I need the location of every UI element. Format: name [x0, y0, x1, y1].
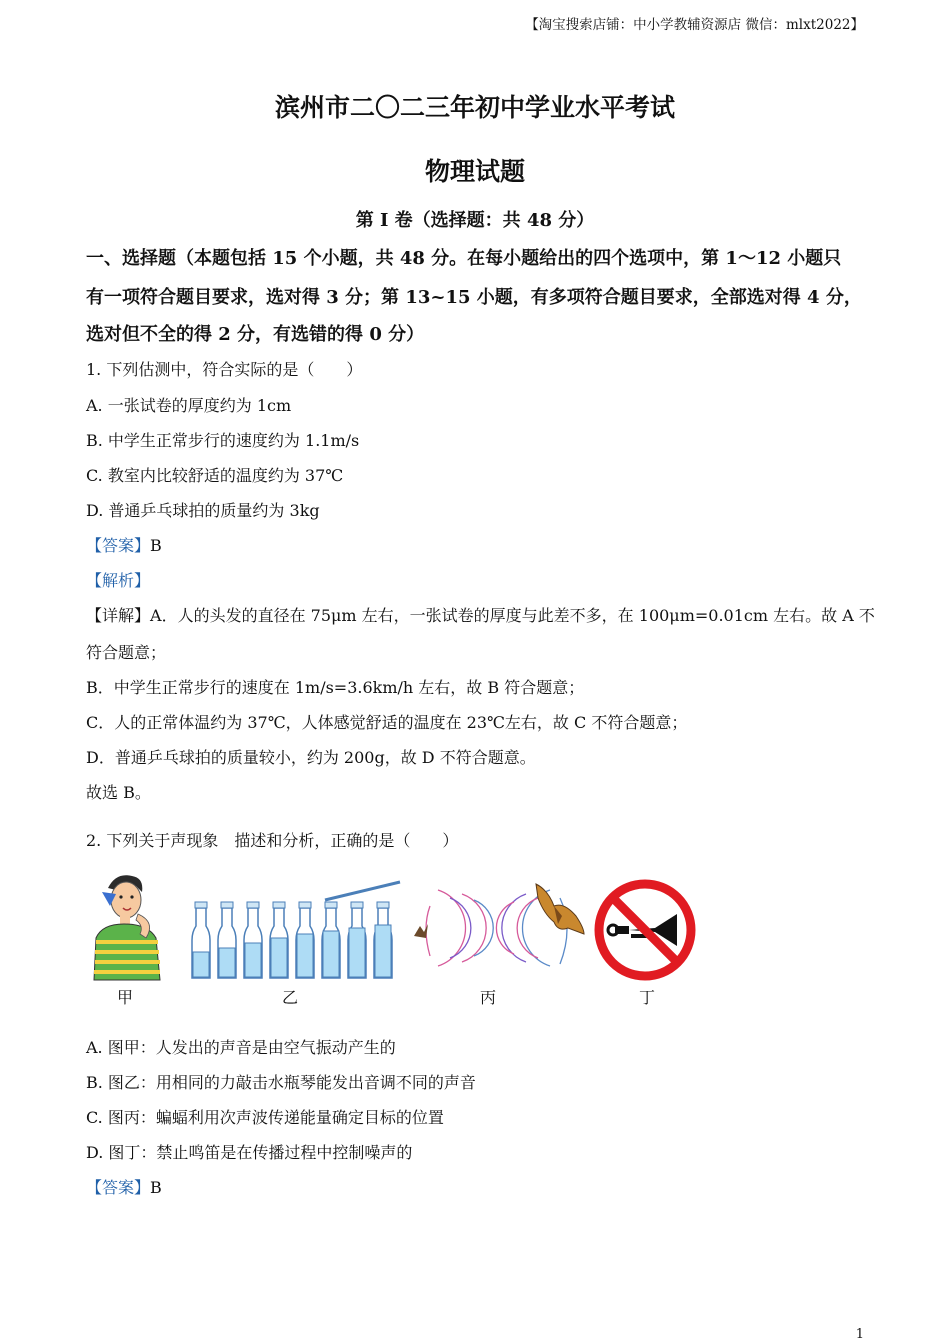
q2-option-a: A. 图甲：人发出的声音是由空气振动产生的: [86, 1038, 396, 1057]
q1-option-a: A. 一张试卷的厚度约为 1cm: [86, 396, 292, 415]
figure-label-ding: 丁: [639, 988, 656, 1007]
q1-detail-tag: 【详解】: [86, 606, 151, 625]
q2-option-b: B. 图乙：用相同的力敲击水瓶琴能发出音调不同的声音: [86, 1073, 476, 1092]
q1-answer-value: B: [150, 536, 162, 555]
q1-answer: [86, 533, 162, 556]
figure-label-jia: 甲: [117, 988, 134, 1007]
figure-ding-no-honking-sign: [593, 878, 697, 982]
figure-label-yi: 乙: [282, 988, 299, 1007]
q2-stem: 2. 下列关于声现象 描述和分析，正确的是（ ）: [86, 831, 459, 850]
q1-option-c: C. 教室内比较舒适的温度约为 37℃: [86, 466, 344, 485]
exam-title: 滨州市二〇二三年初中学业水平考试: [274, 93, 675, 122]
q1-answer-tag: 【答案】: [86, 536, 151, 555]
q1-analysis-tag: 【解析】: [86, 571, 151, 590]
q2-option-d: D. 图丁：禁止鸣笛是在传播过程中控制噪声的: [86, 1143, 413, 1162]
header-note: 【淘宝搜索店铺：中小学教辅资源店 微信：mlxt2022】: [525, 17, 864, 33]
q2-answer-tag: 【答案】: [86, 1178, 151, 1197]
part-heading: 第 I 卷（选择题：共 48 分）: [355, 210, 595, 231]
figure-yi-water-bottles: [188, 876, 408, 984]
q1-detail-line-1: [86, 603, 875, 626]
q2-answer-value: B: [150, 1178, 162, 1197]
q1-option-d: D. 普通乒乓球拍的质量约为 3kg: [86, 501, 320, 520]
q2-answer: [86, 1175, 162, 1198]
figure-jia-boy-illustration: [86, 872, 166, 982]
q2-option-c: C. 图丙：蝙蝠利用次声波传递能量确定目标的位置: [86, 1108, 444, 1127]
q1-detail-line-6: 故选 B。: [86, 783, 151, 802]
section-instruction-line-3: 选对但不全的得 2 分，有选错的得 0 分）: [86, 324, 425, 345]
exam-subtitle: 物理试题: [424, 157, 525, 186]
figure-label-bing: 丙: [480, 988, 497, 1007]
q1-detail-line-2: 符合题意；: [86, 643, 167, 662]
figure-bing-bat-waves: [408, 876, 592, 980]
q1-detail-line-3: B．中学生正常步行的速度在 1m/s=3.6km/h 左右，故 B 符合题意；: [86, 678, 585, 697]
q1-stem: 1. 下列估测中，符合实际的是（ ）: [86, 360, 363, 379]
page-number: 1: [855, 1327, 864, 1342]
q1-detail-line-5: D．普通乒乓球拍的质量较小，约为 200g，故 D 不符合题意。: [86, 748, 536, 767]
section-instruction-line-2: 有一项符合题目要求，选对得 3 分；第 13~15 小题，有多项符合题目要求，全部选对得 4 分，: [86, 287, 862, 308]
q1-option-b: B. 中学生正常步行的速度约为 1.1m/s: [86, 431, 360, 450]
q1-detail-line-4: C．人的正常体温约为 37℃，人体感觉舒适的温度在 23℃左右，故 C 不符合题意；: [86, 713, 688, 732]
q1-detail-text-1: A．人的头发的直径在 75μm 左右，一张试卷的厚度与此差不多，在 100μm=0.01cm 左右。故 A 不: [150, 606, 875, 625]
section-instruction-line-1: 一、选择题（本题包括 15 个小题，共 48 分。在每小题给出的四个选项中，第 1〜12 小题只: [86, 248, 842, 269]
